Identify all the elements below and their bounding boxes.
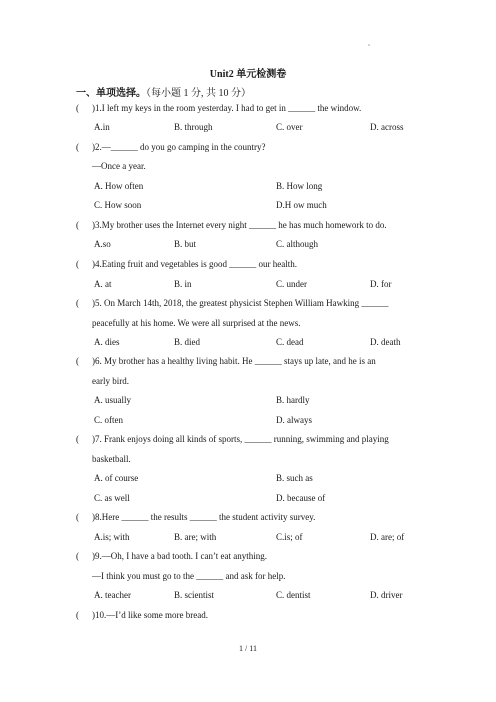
q4-option-a: A. at: [94, 279, 112, 289]
answer-bracket: (: [76, 512, 79, 522]
question-1-text: )1.I left my keys in the room yesterday. I had to get in ______ the window.: [92, 103, 362, 113]
question-8-text: )8.Here ______ the results ______ the student activity survey.: [92, 512, 316, 522]
q9-reply: —I think you must go to the ______ and ask for help.: [92, 571, 286, 581]
section-scoring-note: （每小题 1 分, 共 10 分）: [146, 88, 251, 99]
q6-option-b: B. hardly: [276, 395, 310, 405]
question-7: [76, 434, 389, 444]
q2-option-c: C. How soon: [94, 200, 142, 210]
answer-bracket: (: [76, 220, 79, 230]
page-title: Unit2 单元检测卷: [209, 69, 287, 80]
q1-option-d: D. across: [370, 122, 404, 132]
answer-bracket: (: [76, 551, 79, 561]
q1-option-a: A.in: [94, 122, 110, 132]
question-9: [76, 551, 267, 561]
q9-option-b: B. scientist: [174, 590, 214, 600]
q9-option-a: A. teacher: [94, 590, 131, 600]
q8-option-c: C.is; of: [276, 532, 303, 542]
q5-option-a: A. dies: [94, 337, 120, 347]
question-7-text: )7. Frank enjoys doing all kinds of sports, ______ running, swimming and playing: [92, 434, 389, 444]
answer-bracket: (: [76, 298, 79, 308]
q5-option-d: D. death: [370, 337, 401, 347]
q2-option-d: D.H ow much: [276, 200, 327, 210]
q6-option-c: C. often: [94, 415, 123, 425]
question-6-continuation: early bird.: [92, 376, 129, 386]
q7-option-c: C. as well: [94, 493, 130, 503]
q3-option-b: B. but: [174, 239, 197, 249]
question-1: [76, 103, 361, 113]
section-heading: [76, 84, 251, 99]
question-10: [76, 610, 208, 620]
q4-option-d: D. for: [370, 279, 392, 289]
question-5: [76, 298, 388, 308]
q8-option-b: B. are; with: [174, 532, 217, 542]
question-7-continuation: basketball.: [92, 454, 131, 464]
section-label: 一、单项选择。: [76, 88, 146, 99]
q4-option-b: B. in: [174, 279, 192, 289]
q8-option-a: A.is; with: [94, 532, 130, 542]
q6-option-a: A. usually: [94, 395, 131, 405]
q7-option-d: D. because of: [276, 493, 326, 503]
q1-option-b: B. through: [174, 122, 213, 132]
question-5-text: )5. On March 14th, 2018, the greatest physicist Stephen William Hawking ______: [92, 298, 389, 308]
answer-bracket: (: [76, 142, 79, 152]
question-5-continuation: peacefully at his home. We were all surprised at the news.: [92, 318, 301, 328]
q2-option-b: B. How long: [276, 181, 323, 191]
question-3: [76, 220, 387, 230]
question-4-text: )4.Eating fruit and vegetables is good ______ our health.: [92, 259, 297, 269]
scan-speck: [368, 44, 370, 46]
answer-bracket: (: [76, 103, 79, 113]
question-6-text: )6. My brother has a healthy living habit. He ______ stays up late, and he is an: [92, 356, 376, 366]
question-10-text: )10.—I’d like some more bread.: [92, 610, 208, 620]
q3-option-a: A.so: [94, 239, 111, 249]
answer-bracket: (: [76, 434, 79, 444]
q9-option-c: C. dentist: [276, 590, 311, 600]
q4-option-c: C. under: [276, 279, 307, 289]
q3-option-c: C. although: [276, 239, 318, 249]
question-2-text: )2.—______ do you go camping in the country?: [92, 142, 266, 152]
answer-bracket: (: [76, 356, 79, 366]
q2-reply: —Once a year.: [92, 161, 146, 171]
question-4: [76, 259, 297, 269]
question-3-text: )3.My brother uses the Internet every night ______ he has much homework to do.: [92, 220, 387, 230]
q2-option-a: A. How often: [94, 181, 144, 191]
q5-option-c: C. dead: [276, 337, 304, 347]
question-8: [76, 512, 315, 522]
q9-option-d: D. driver: [370, 590, 403, 600]
question-6: [76, 356, 376, 366]
q6-option-d: D. always: [276, 415, 312, 425]
q7-option-b: B. such as: [276, 473, 313, 483]
q7-option-a: A. of course: [94, 473, 139, 483]
q1-option-c: C. over: [276, 122, 303, 132]
answer-bracket: (: [76, 259, 79, 269]
answer-bracket: (: [76, 610, 79, 620]
question-9-text: )9.—Oh, I have a bad tooth. I can’t eat anything.: [92, 551, 268, 561]
question-2: [76, 142, 265, 152]
q5-option-b: B. died: [174, 337, 200, 347]
page-number: 1 / 11: [239, 644, 257, 653]
q8-option-d: D. are; of: [370, 532, 405, 542]
